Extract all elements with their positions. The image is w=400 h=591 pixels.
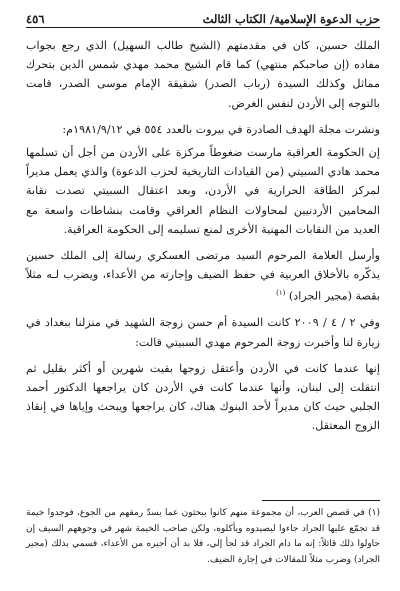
paragraph-1: الملك حسين، كان في مقدمتهم (الشيخ طالب السهيل) الذي رجع بجواب مفاده (إن صاحبكم منتهي) كما قام الشيخ محمد مهدي شمس الدين بتحرك مماثل وكذلك السيدة (رباب الصدر) شقيقة الإمام موسى الصدر، قامت بالتوجه إلى الأردن لنفس الغرض.	[26, 39, 380, 110]
footnote-reference[interactable]: (١)	[276, 289, 286, 298]
paragraph-5: وفي ٢ / ٤ / ٢٠٠٩ كانت السيدة أم حسن زوجة الشهيد في منزلنا ببغداد في زيارة لنا وأخبرت زوجة المرحوم مهدي السبيتي قالت:	[26, 316, 380, 349]
paragraph-4	[26, 246, 380, 306]
paragraph-6: إنها عندما كانت في الأردن وأعتقل زوجها بقيت شهرين أو أكثر بقليل ثم انتقلت إلى لبنان، وأنها عندما كانت في الأردن كان يراجعها الدكتور أحمد الجلبي حيث كان مديراً لأحد البنوك هناك، كان يراجعها ويبحث وإياها في إنقاذ الزوج المعتقل.	[26, 361, 380, 433]
paragraph-2: ونشرت مجلة الهدف الصادرة في بيروت بالعدد ٥٥٤ في ١٩٨١/٩/١٢م:	[62, 122, 380, 136]
header-rule	[26, 27, 380, 28]
main-text	[26, 36, 380, 443]
footnote-rule	[262, 500, 380, 501]
paragraph-3: إن الحكومة العراقية مارست ضغوطاً مركزة على الأردن من أجل أن تسلمها محمد هادي السبيتي (من القيادات التاريخية لحزب الدعوة) والذي يعمل مديراً لمركز الطاقة الحرارية في الأردن، وبعد اعتقال السبيتي تصدت نقابة المحامين الأردنيين لمحاولات النظام العراقي وقامت بنشاطات واسعة مع العديد من النقابات المهنية الأخرى لمنع تسليمه إلى الحكومة العراقية.	[26, 146, 380, 236]
page-number: ٤٥٦	[26, 12, 45, 26]
footnote: (١) في قصص العرب، أن مجموعة منهم كانوا يبحثون عما يسدّ رمقهم من الجوع، فوجدوا خيمة قد تجمّع عليها الجراد جاءوا ليصيدوه ويأكلوه، ولكن صاحب الخيمة شهر في وجوههم السيف إن حاولوا ذلك قائلاً: إنه ما دام الجراد قد لجأ إلي، فلا بد أن أجيره من الأعداء، فسمي بذلك (مجير الجراد) وضرب مثلاً للمقالات في إجارة الضيف.	[26, 508, 380, 565]
book-title: حزب الدعوة الإسلامية/ الكتاب الثالث	[202, 12, 380, 26]
running-header	[26, 8, 380, 26]
paragraph-4-text: وأرسل العلامة المرحوم السيد مرتضى العسكري رسالة إلى الملك حسين يذكّره بالأخلاق العربية في حفظ الضيف وإجارته من الأعداء، ويضرب لـه مثلاً بقصة (مجير الجراد)	[26, 249, 380, 304]
